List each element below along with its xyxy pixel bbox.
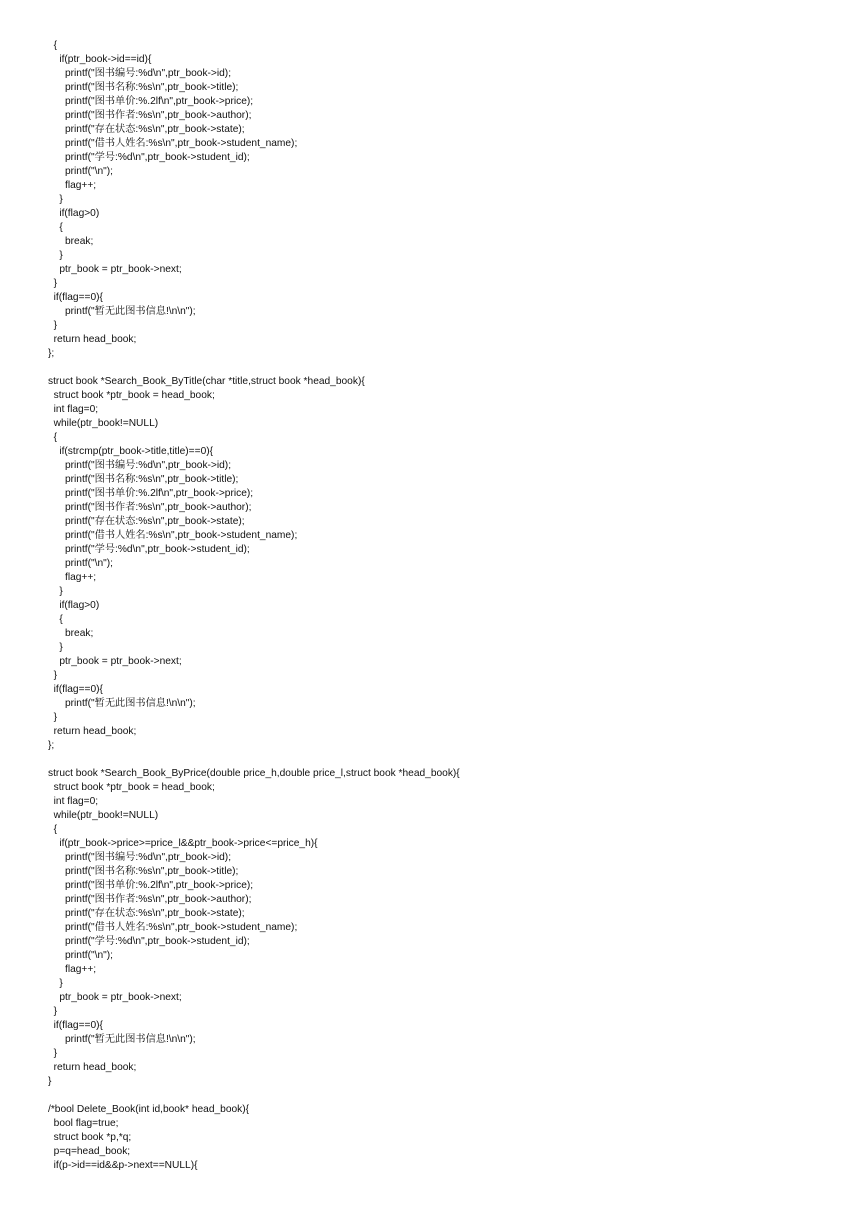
code-line: } xyxy=(48,320,58,331)
code-line: int flag=0; xyxy=(48,796,99,807)
code-line: } xyxy=(48,1076,52,1087)
code-line: if(flag==0){ xyxy=(48,684,103,695)
code-line: return head_book; xyxy=(48,726,137,737)
code-line: } xyxy=(48,586,63,597)
code-line: printf("学号:%d\n",ptr_book->student_id); xyxy=(48,152,250,163)
code-line: if(p->id==id&&p->next==NULL){ xyxy=(48,1160,198,1171)
code-line: } xyxy=(48,712,58,723)
code-line: flag++; xyxy=(48,964,97,975)
code-line: }; xyxy=(48,348,55,359)
code-line: { xyxy=(48,614,63,625)
code-line xyxy=(48,361,460,375)
code-line: bool flag=true; xyxy=(48,1118,119,1129)
code-line: printf("存在状态:%s\n",ptr_book->state); xyxy=(48,908,245,919)
code-line: struct book *Search_Book_ByTitle(char *title,struct book *head_book){ xyxy=(48,376,365,387)
code-line: while(ptr_book!=NULL) xyxy=(48,418,159,429)
code-line: printf("学号:%d\n",ptr_book->student_id); xyxy=(48,936,250,947)
code-line: if(flag>0) xyxy=(48,208,100,219)
code-line: printf("图书作者:%s\n",ptr_book->author); xyxy=(48,110,252,121)
code-line: printf("\n"); xyxy=(48,558,113,569)
code-line: struct book *ptr_book = head_book; xyxy=(48,390,215,401)
code-line: printf("图书作者:%s\n",ptr_book->author); xyxy=(48,894,252,905)
code-line: printf("借书人姓名:%s\n",ptr_book->student_name); xyxy=(48,138,298,149)
code-line: printf("图书单价:%.2lf\n",ptr_book->price); xyxy=(48,880,254,891)
code-line: } xyxy=(48,250,63,261)
code-line: printf("图书编号:%d\n",ptr_book->id); xyxy=(48,68,232,79)
code-line: } xyxy=(48,194,63,205)
code-line: while(ptr_book!=NULL) xyxy=(48,810,159,821)
code-line: printf("图书编号:%d\n",ptr_book->id); xyxy=(48,852,232,863)
code-line: printf("图书名称:%s\n",ptr_book->title); xyxy=(48,474,239,485)
code-line: ptr_book = ptr_book->next; xyxy=(48,992,182,1003)
code-line: int flag=0; xyxy=(48,404,99,415)
code-line: } xyxy=(48,1006,58,1017)
code-line: return head_book; xyxy=(48,1062,137,1073)
code-line: printf("暂无此图书信息!\n\n"); xyxy=(48,698,196,709)
code-line: printf("\n"); xyxy=(48,950,113,961)
code-line: p=q=head_book; xyxy=(48,1146,131,1157)
code-line: } xyxy=(48,670,58,681)
code-line: printf("图书名称:%s\n",ptr_book->title); xyxy=(48,866,239,877)
code-line: printf("学号:%d\n",ptr_book->student_id); xyxy=(48,544,250,555)
code-line: printf("存在状态:%s\n",ptr_book->state); xyxy=(48,516,245,527)
code-line: } xyxy=(48,1048,58,1059)
code-line: printf("\n"); xyxy=(48,166,113,177)
code-line: { xyxy=(48,824,58,835)
code-line xyxy=(48,1089,460,1103)
code-line: break; xyxy=(48,236,94,247)
code-line: ptr_book = ptr_book->next; xyxy=(48,264,182,275)
code-line: if(flag>0) xyxy=(48,600,100,611)
code-line: { xyxy=(48,432,58,443)
code-line: struct book *p,*q; xyxy=(48,1132,132,1143)
code-listing xyxy=(48,39,460,1173)
code-line: } xyxy=(48,642,63,653)
code-line: } xyxy=(48,978,63,989)
code-line: printf("图书作者:%s\n",ptr_book->author); xyxy=(48,502,252,513)
code-line: ptr_book = ptr_book->next; xyxy=(48,656,182,667)
code-line: printf("图书单价:%.2lf\n",ptr_book->price); xyxy=(48,488,254,499)
code-line: { xyxy=(48,222,63,233)
code-line: /*bool Delete_Book(int id,book* head_book){ xyxy=(48,1104,250,1115)
code-line: if(ptr_book->id==id){ xyxy=(48,54,152,65)
code-line xyxy=(48,753,460,767)
code-line: if(strcmp(ptr_book->title,title)==0){ xyxy=(48,446,214,457)
code-line: printf("存在状态:%s\n",ptr_book->state); xyxy=(48,124,245,135)
code-line: { xyxy=(48,40,58,51)
code-line: if(flag==0){ xyxy=(48,292,103,303)
code-line: } xyxy=(48,278,58,289)
code-line: return head_book; xyxy=(48,334,137,345)
code-line: printf("借书人姓名:%s\n",ptr_book->student_name); xyxy=(48,530,298,541)
code-line: flag++; xyxy=(48,180,97,191)
code-line: printf("图书名称:%s\n",ptr_book->title); xyxy=(48,82,239,93)
code-line: flag++; xyxy=(48,572,97,583)
code-line: }; xyxy=(48,740,55,751)
code-line: printf("图书单价:%.2lf\n",ptr_book->price); xyxy=(48,96,254,107)
code-line: struct book *ptr_book = head_book; xyxy=(48,782,215,793)
code-line: printf("图书编号:%d\n",ptr_book->id); xyxy=(48,460,232,471)
code-line: if(flag==0){ xyxy=(48,1020,103,1031)
code-line: printf("暂无此图书信息!\n\n"); xyxy=(48,306,196,317)
code-line: if(ptr_book->price>=price_l&&ptr_book->price<=price_h){ xyxy=(48,838,318,849)
code-line: struct book *Search_Book_ByPrice(double price_h,double price_l,struct book *head_book){ xyxy=(48,768,460,779)
code-line: break; xyxy=(48,628,94,639)
code-line: printf("暂无此图书信息!\n\n"); xyxy=(48,1034,196,1045)
code-line: printf("借书人姓名:%s\n",ptr_book->student_name); xyxy=(48,922,298,933)
